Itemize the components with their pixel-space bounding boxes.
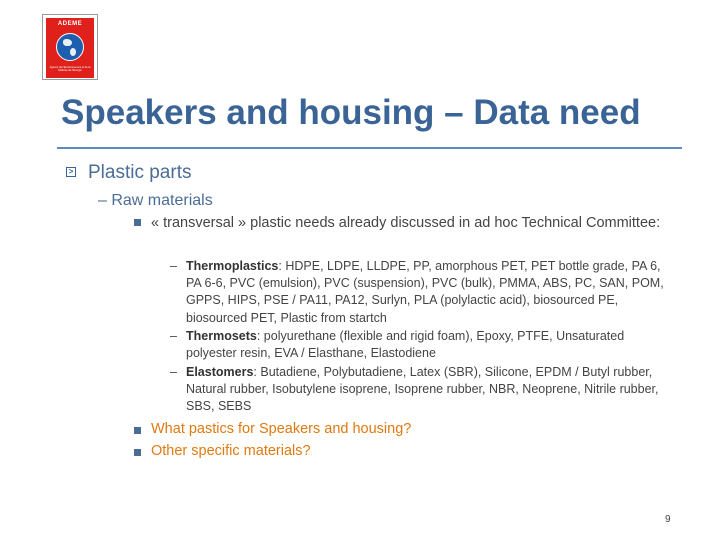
desc-thermosets: : polyurethane (flexible and rigid foam), Epoxy, PTFE, Unsaturated polyester resin, EVA / Elasthane, Elastodiene (186, 329, 625, 361)
item-thermoplastics (186, 258, 676, 327)
term-elastomers: Elastomers (186, 365, 254, 379)
logo-name: ADEME (57, 21, 83, 27)
logo-tagline: Agence de l'Environnement et de la Maîtrise de l'Energie (49, 66, 91, 72)
square-bullet-icon (134, 427, 141, 434)
question-plastics: What pastics for Speakers and housing? (151, 421, 412, 437)
term-thermoplastics: Thermoplastics (186, 259, 279, 273)
desc-elastomers: : Butadiene, Polybutadiene, Latex (SBR), Silicone, EPDM / Butyl rubber, Natural rubber, Isobutylene isoprene, Isoprene rubber, NBR, Neoprene, Nitrile rubber, SBS, SEBS (186, 365, 659, 414)
item-thermosets (186, 328, 676, 362)
square-bullet-icon (134, 219, 141, 226)
desc-thermoplastics: : HDPE, LDPE, LLDPE, PP, amorphous PET, PET bottle grade, PA 6, PA 6-6, PVC (emulsion), PVC (suspension), PVC (bulk), PMMA, ABS, PC, SAN, POM, GPPS, HIPS, PSE / PA11, PA12, Surlyn, PLA (polylactic acid), biosourced PE, biosourced PET, Plastic from startch (186, 259, 664, 325)
dash-elastomers: – (170, 365, 177, 379)
slide-title: Speakers and housing – Data need (61, 93, 641, 132)
globe-icon (56, 33, 84, 61)
dash-thermosets: – (170, 329, 177, 343)
chevron-right-icon: > (66, 167, 76, 177)
bullet-transversal-plastics: « transversal » plastic needs already discussed in ad hoc Technical Committee: (151, 215, 661, 231)
page-number: 9 (665, 514, 671, 525)
term-thermosets: Thermosets (186, 329, 257, 343)
question-materials: Other specific materials? (151, 443, 311, 459)
ademe-logo (42, 14, 98, 80)
bullet-raw-materials: – Raw materials (98, 192, 213, 209)
square-bullet-icon (134, 449, 141, 456)
dash-thermoplastics: – (170, 259, 177, 273)
item-elastomers (186, 364, 676, 416)
title-divider (57, 147, 682, 149)
bullet-plastic-parts: Plastic parts (88, 162, 192, 183)
logo-red-block (46, 18, 94, 78)
